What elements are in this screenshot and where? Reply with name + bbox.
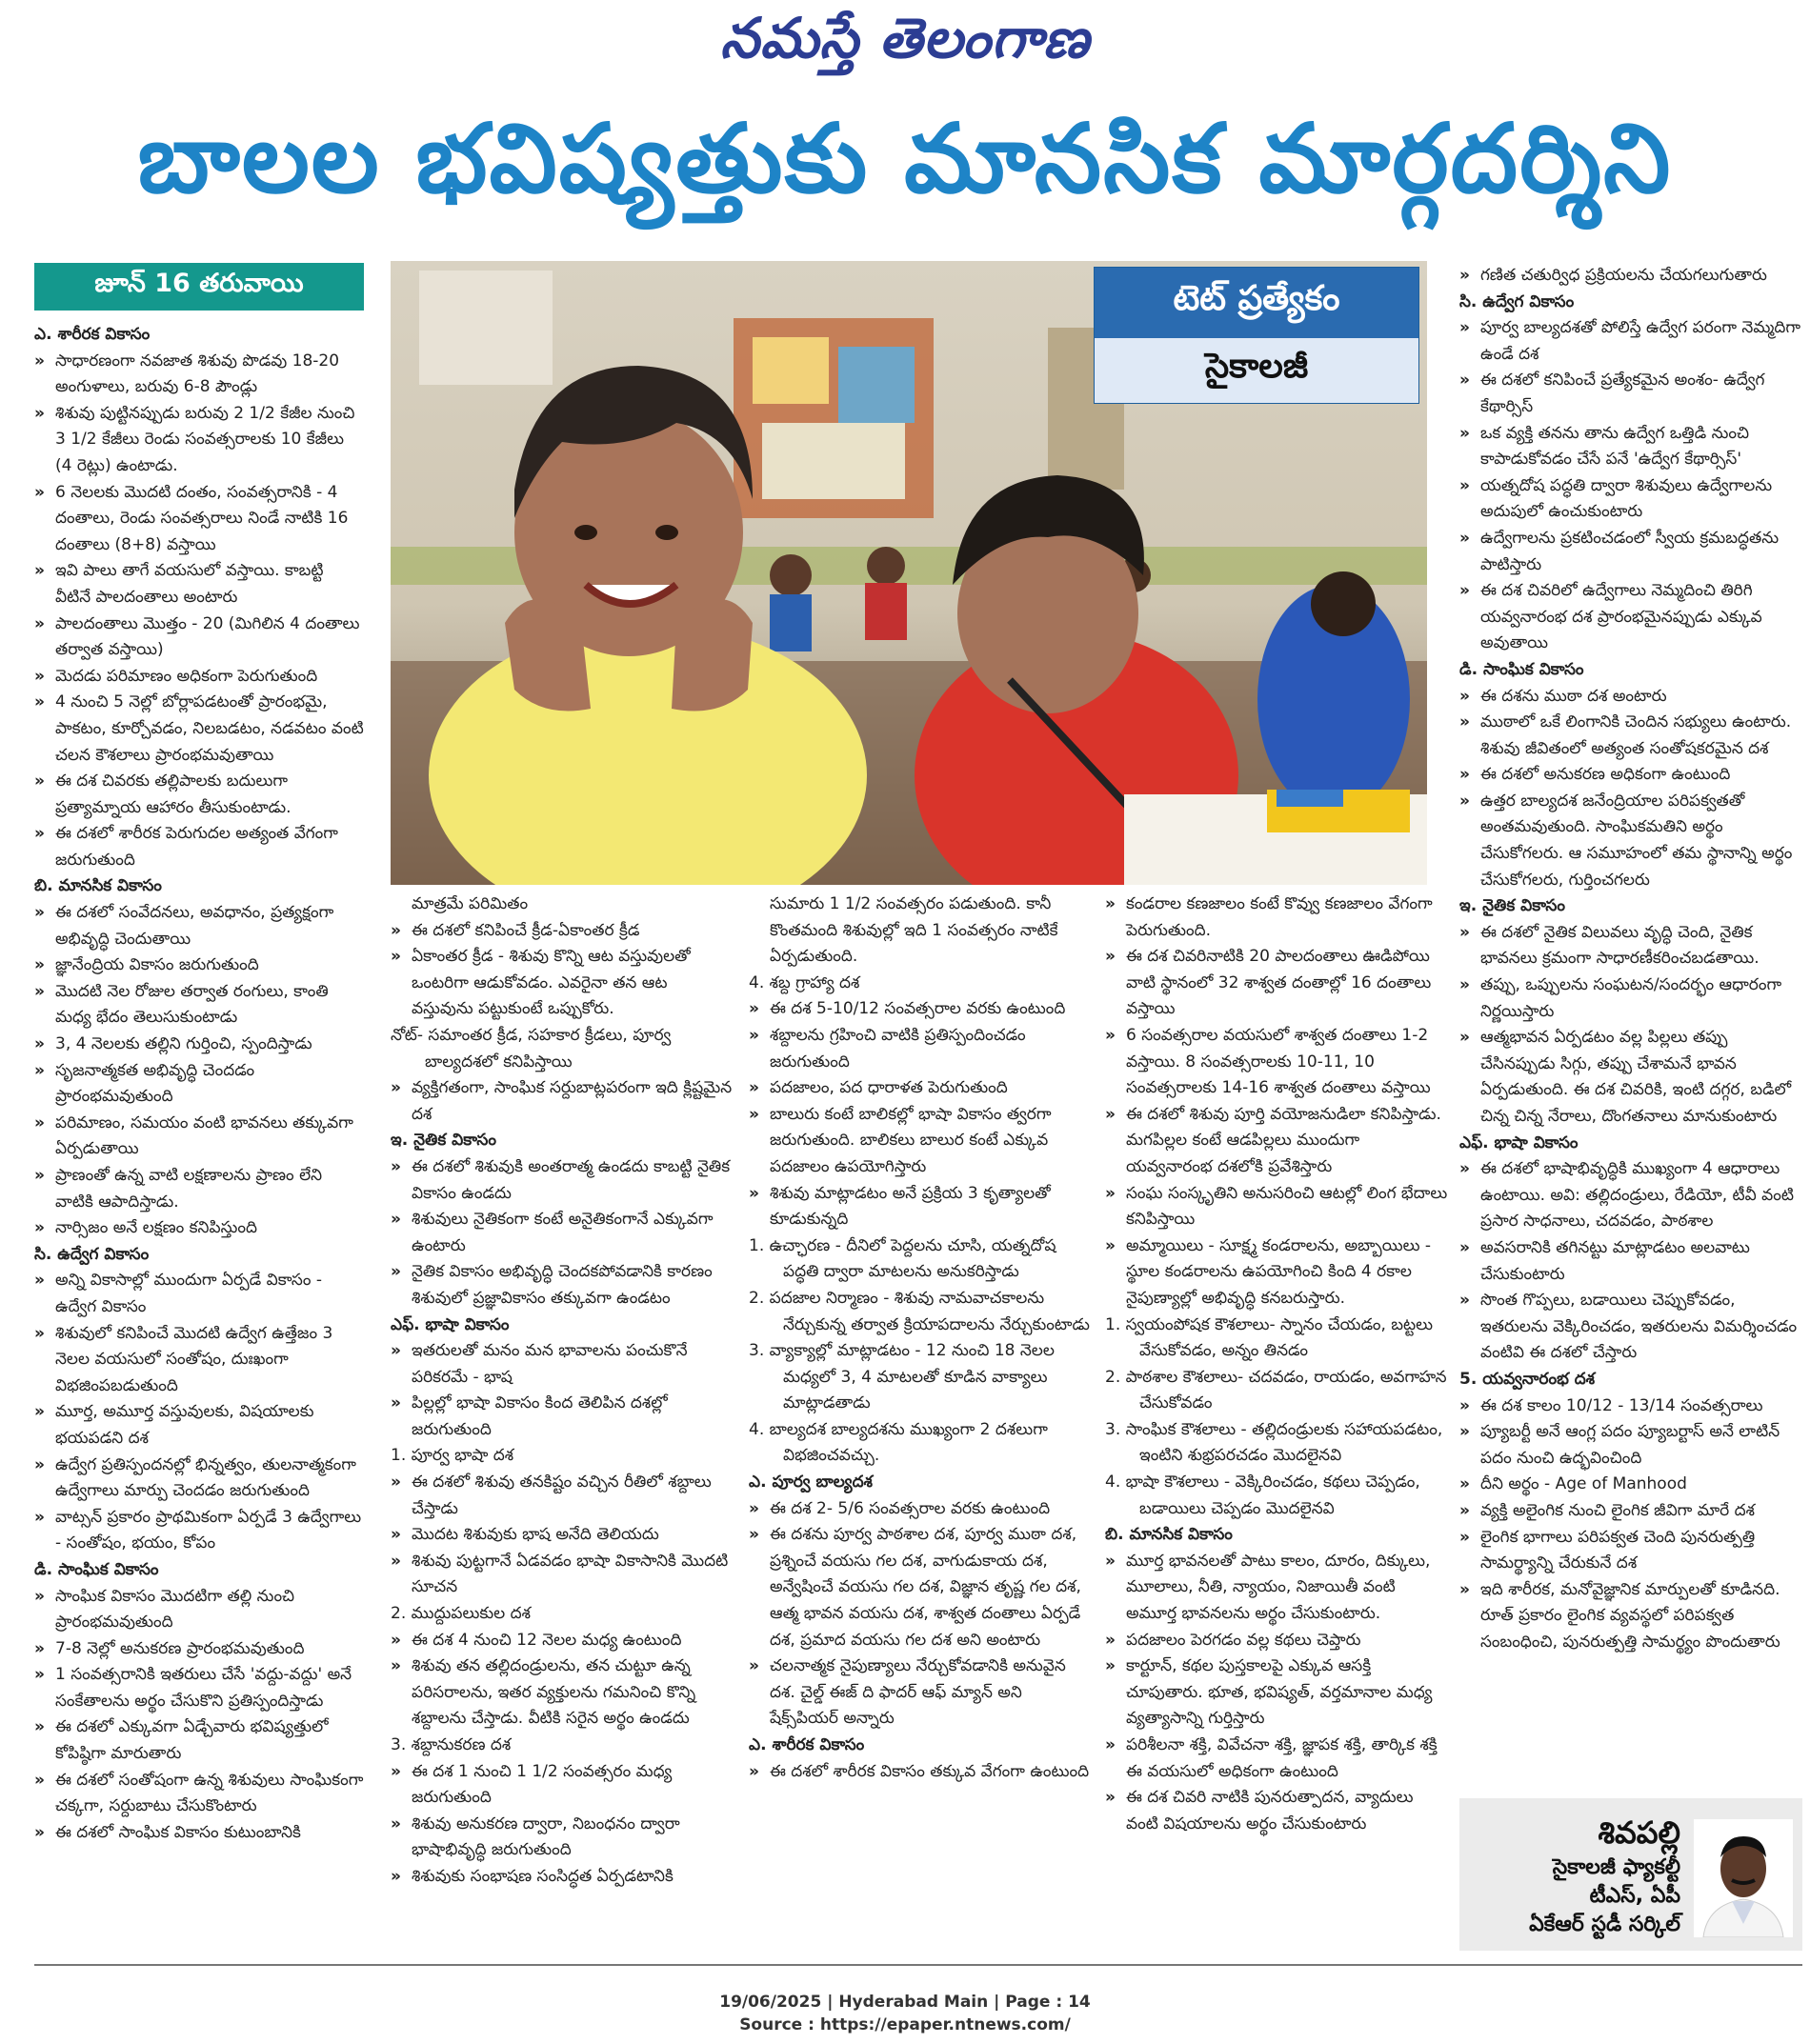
paragraph: » ఈ దశను ముఠా దశ అంటారు bbox=[1459, 684, 1802, 711]
paragraph: » పిల్లల్లో భాషా వికాసం కింద తెలిపిన దశల్లో జరుగుతుంది bbox=[391, 1391, 734, 1443]
author-institute: ఏకేఆర్ స్టడీ సర్కిల్ bbox=[1529, 1913, 1680, 1936]
paragraph: » ఈ దశలో శారీరక వికాసం తక్కువ వేగంగా ఉంటుంది bbox=[749, 1759, 1092, 1786]
paragraph: » పరిమాణం, సమయం వంటి భావనలు తక్కువగా ఏర్పడుతాయి bbox=[34, 1111, 364, 1163]
paragraph: » సృజనాత్మకత అభివృద్ధి చెందడం ప్రారంభమవుతుంది bbox=[34, 1058, 364, 1111]
paragraph: » 6 సంవత్సరాల వయసులో శాశ్వత దంతాలు 1-2 వస్తాయి. 8 సంవత్సరాలకు 10-11, 10 సంవత్సరాలకు 14-16 శాశ్వత దంతాలు వస్తాయి bbox=[1105, 1023, 1448, 1102]
paragraph: » వాట్సన్ ప్రకారం ప్రాథమికంగా ఏర్పడే 3 ఉద్వేగాలు - సంతోషం, భయం, కోపం bbox=[34, 1505, 364, 1557]
paragraph: » ఈ దశ 4 నుంచి 12 నెలల మధ్య ఉంటుంది bbox=[391, 1628, 734, 1654]
paragraph: » ఈ దశలో భాషాభివృద్ధికి ముఖ్యంగా 4 ఆధారాలు ఉంటాయి. అవి: తల్లిదండ్రులు, రేడియో, టీవీ వంటి ప్రసార సాధనాలు, చదవడం, పాఠశాల bbox=[1459, 1156, 1802, 1235]
paragraph: » ఈ దశలో సంవేదనలు, అవధానం, ప్రత్యక్షంగా అభివృద్ధి చెందుతాయి bbox=[34, 900, 364, 952]
paragraph: » సంఘ సంస్కృతిని అనుసరించి ఆటల్లో లింగ భేదాలు కనిపిస్తాయి bbox=[1105, 1181, 1448, 1233]
author-name: శివపల్లి bbox=[1598, 1814, 1680, 1851]
paragraph: » పదజాలం, పద ధారాళత పెరుగుతుంది bbox=[749, 1075, 1092, 1102]
paragraph: » ఈ దశలో ఎక్కువగా ఏడ్చేవారు భవిష్యత్తులో కోపిష్ఠిగా మారుతారు bbox=[34, 1714, 364, 1767]
paragraph: » నైతిక వికాసం అభివృద్ధి చెందకపోవడానికి కారణం శిశువులో ప్రజ్ఞావికాసం తక్కువగా ఉండటం bbox=[391, 1259, 734, 1312]
paragraph: » గణిత చతుర్విధ ప్రక్రియలను చేయగలుగుతారు bbox=[1459, 263, 1802, 290]
paragraph: » 1 సంవత్సరానికి ఇతరులు చేసే 'వద్దు-వద్దు' అనే సంకేతాలను అర్థం చేసుకొని ప్రతిస్పందిస్తాడు bbox=[34, 1662, 364, 1714]
paragraph: » మూర్త, అమూర్త వస్తువులకు, విషయాలకు భయపడని దశ bbox=[34, 1399, 364, 1452]
section-heading: ఇ. నైతిక వికాసం bbox=[391, 1131, 496, 1151]
paragraph: 2. పాఠశాల కౌశలాలు- చదవడం, రాయడం, అవగాహన చేసుకోవడం bbox=[1105, 1367, 1447, 1413]
paragraph: » శిశువులో కనిపించే మొదటి ఉద్వేగ ఉత్తేజం 3 నెలల వయసులో సంతోషం, దుఃఖంగా విభజింపబడుతుంది bbox=[34, 1321, 364, 1400]
paragraph: » ఈ దశలో శిశువు పూర్తి వయోజనుడిలా కనిపిస్తాడు. మగపిల్లల కంటే ఆడపిల్లలు ముందుగా యవ్వనారంభ దశలోకి ప్రవేశిస్తారు bbox=[1105, 1102, 1448, 1181]
column-5 bbox=[1459, 263, 1802, 1655]
section-heading: ఇ. నైతిక వికాసం bbox=[1459, 896, 1565, 916]
paragraph: » సొంత గొప్పలు, బడాయిలు చెప్పుకోవడం, ఇతరులను వెక్కిరించడం, ఇతరులను విమర్శించడం వంటివి ఈ దశలో చేస్తారు bbox=[1459, 1288, 1802, 1367]
paragraph: » ఈ దశ చివరినాటికి 20 పాలదంతాలు ఊడిపోయి వాటి స్థానంలో 32 శాశ్వత దంతాల్లో 16 దంతాలు వస్తాయి bbox=[1105, 944, 1448, 1023]
paragraph: » ఈ దశలో శిశువు తనకిష్టం వచ్చిన రీతిలో శబ్దాలు చేస్తాడు bbox=[391, 1470, 734, 1522]
section-heading: డి. సాంఘిక వికాసం bbox=[1459, 659, 1584, 679]
paragraph: » యత్నదోష పద్ధతి ద్వారా శిశువులు ఉద్వేగాలను అదుపులో ఉంచుకుంటారు bbox=[1459, 473, 1802, 526]
paragraph: 1. ఉచ్ఛారణ - దీనిలో పెద్దలను చూసి, యత్నదోష పద్ధతి ద్వారా మాటలను అనుకరిస్తాడు bbox=[749, 1235, 1056, 1282]
author-box bbox=[1459, 1798, 1802, 1951]
paragraph: » బాలురు కంటే బాలికల్లో భాషా వికాసం త్వరగా జరుగుతుంది. బాలికలు బాలుర కంటే ఎక్కువ పదజాలం ఉపయోగిస్తారు bbox=[749, 1102, 1092, 1181]
subject-label: సైకాలజీ bbox=[1095, 338, 1418, 403]
paragraph: » ఈ దశ చివరిలో ఉద్వేగాలు నెమ్మదించి తిరిగి యవ్వనారంభ దశ ప్రారంభమైనప్పుడు ఎక్కువ అవుతాయి bbox=[1459, 578, 1802, 657]
column-2 bbox=[391, 892, 734, 1891]
paragraph: » జ్ఞానేంద్రియ వికాసం జరుగుతుంది bbox=[34, 952, 364, 979]
paragraph: » ఈ దశను పూర్వ పాఠశాల దశ, పూర్వ ముఠా దశ, ప్రశ్నించే వయసు గల దశ, వాగుడుకాయ దశ, అన్వేషించే వయసు గల దశ, విజ్ఞాన తృష్ణ గల దశ, ఆత్మ భావన వయసు దశ, శాశ్వత దంతాలు ఏర్పడే దశ, ప్రమాద వయసు గల దశ అని అంటారు bbox=[749, 1522, 1092, 1653]
paragraph: 2. ముద్దుపలుకుల దశ bbox=[391, 1604, 531, 1624]
paragraph: » పరిశీలనా శక్తి, వివేచనా శక్తి, జ్ఞాపక శక్తి, తార్కిక శక్తి ఈ వయసులో అధికంగా ఉంటుంది bbox=[1105, 1733, 1448, 1785]
source-url: Source : https://epaper.ntnews.com/ bbox=[739, 2015, 1071, 2034]
paragraph: » సాంఘిక వికాసం మొదటిగా తల్లి నుంచి ప్రారంభమవుతుంది bbox=[34, 1584, 364, 1636]
author-portrait-image bbox=[1694, 1819, 1793, 1937]
column-1 bbox=[34, 322, 364, 1846]
author-location: టీఎస్, ఏపీ bbox=[1589, 1884, 1680, 1908]
paragraph: » 7-8 నెల్లో అనుకరణ ప్రారంభమవుతుంది bbox=[34, 1636, 364, 1663]
paragraph: » 3, 4 నెలలకు తల్లిని గుర్తించి, స్పందిస్తాడు bbox=[34, 1032, 364, 1058]
article-headline: బాలల భవిష్యత్తుకు మానసిక మార్గదర్శిని bbox=[137, 103, 1673, 214]
tet-special-label: టెట్ ప్రత్యేకం bbox=[1095, 268, 1418, 338]
paragraph: సుమారు 1 1/2 సంవత్సరం పడుతుంది. కానీ కొంతమంది శిశువుల్లో ఇది 1 సంవత్సరం నాటికే ఏర్పడుతుంది. bbox=[770, 894, 1058, 967]
paragraph: » కార్టూన్, కథల పుస్తకాలపై ఎక్కువ ఆసక్తి చూపుతారు. భూత, భవిష్యత్, వర్తమానాల మధ్య వ్యత్యాసాన్ని గుర్తిస్తారు bbox=[1105, 1653, 1448, 1733]
page-footer bbox=[0, 1991, 1810, 2036]
section-heading: ఎ. పూర్వ బాల్యదశ bbox=[749, 1473, 873, 1493]
bottom-rule bbox=[34, 1964, 1802, 1966]
paragraph: 3. సాంఘిక కౌశలాలు - తల్లిదండ్రులకు సహాయపడటం, ఇంటిని శుభ్రపరచడం మొదలైనవి bbox=[1105, 1419, 1443, 1466]
paragraph: » శిశువు పుట్టగానే ఏడవడం భాషా వికాసానికి మొదటి సూచన bbox=[391, 1549, 734, 1601]
section-heading: ఎ. శారీరక వికాసం bbox=[34, 325, 151, 344]
author-role: సైకాలజీ ఫ్యాకల్టీ bbox=[1552, 1855, 1680, 1879]
paragraph: » ఆత్మభావన ఏర్పడటం వల్ల పిల్లలు తప్పు చేసినప్పుడు సిగ్గు, తప్పు చేశామనే భావన ఏర్పడుతుంది. ఈ దశ చివరికి, ఇంటి దగ్గర, బడిలో చిన్న చిన్న నేరాలు, దొంగతనాలు మానుకుంటారు bbox=[1459, 1025, 1802, 1130]
paragraph: 2. పదజాల నిర్మాణం - శిశువు నామవాచకాలను నేర్చుకున్న తర్వాత క్రియాపదాలను నేర్చుకుంటాడు bbox=[749, 1288, 1090, 1334]
paragraph: » వ్యక్తిగతంగా, సాంఘిక సర్దుబాట్లపరంగా ఇది క్లిష్టమైన దశ bbox=[391, 1075, 734, 1128]
paragraph: » దీని అర్థం - Age of Manhood bbox=[1459, 1472, 1802, 1498]
paragraph: » సాధారణంగా నవజాత శిశువు పొడవు 18-20 అంగుళాలు, బరువు 6-8 పౌండ్లు bbox=[34, 349, 364, 401]
paragraph: » ఈ దశలో అనుకరణ అధికంగా ఉంటుంది bbox=[1459, 762, 1802, 789]
author-credits bbox=[1471, 1812, 1680, 1939]
paragraph: » ఉత్తర బాల్యదశ జనేంద్రియాల పరిపక్వతతో అంతమవుతుంది. సాంఘికమతిని అర్థం చేసుకోగలరు. ఆ సమూహంలో తమ స్థానాన్ని అర్థం చేసుకోగలరు, గుర్తించగలరు bbox=[1459, 789, 1802, 893]
paragraph: » శిశువు పుట్టినప్పుడు బరువు 2 1/2 కేజీల నుంచి 3 1/2 కేజీలు రెండు సంవత్సరాలకు 10 కేజీలు (4 రెట్లు) ఉంటాడు. bbox=[34, 401, 364, 480]
paragraph: 3. వ్యాక్యాల్లో మాట్లాడటం - 12 నుంచి 18 నెలల మధ్యలో 3, 4 మాటలతో కూడిన వాక్యాలు మాట్లాడతాడు bbox=[749, 1341, 1055, 1413]
paragraph: » ముఠాలో ఒకే లింగానికి చెందిన సభ్యులు ఉంటారు. శిశువు జీవితంలో అత్యంత సంతోషకరమైన దశ bbox=[1459, 710, 1802, 762]
section-heading: సి. ఉద్వేగ వికాసం bbox=[1459, 291, 1575, 311]
paragraph: » ఈ దశలో శిశువుకి అంతరాత్మ ఉండదు కాబట్టి నైతిక వికాసం ఉండదు bbox=[391, 1154, 734, 1207]
paragraph: » ఈ దశ 5-10/12 సంవత్సరాల వరకు ఉంటుంది bbox=[749, 996, 1092, 1023]
paragraph: » 6 నెలలకు మొదటి దంతం, సంవత్సరానికి - 4 దంతాలు, రెండు సంవత్సరాలు నిండే నాటికి 16 దంతాలు (8+8) వస్తాయి bbox=[34, 480, 364, 559]
section-heading: సి. ఉద్వేగ వికాసం bbox=[34, 1244, 150, 1264]
paragraph: » ఒక వ్యక్తి తనను తాను ఉద్వేగ ఒత్తిడి నుంచి కాపాడుకోవడం చేసే పనే 'ఉద్వేగ కేథార్సిస్' bbox=[1459, 421, 1802, 473]
special-section-box bbox=[1094, 267, 1419, 404]
paragraph: » ఈ దశలో కనిపించే క్రీడ-ఏకాంతర క్రీడ bbox=[391, 918, 734, 945]
section-heading: ఎఫ్. భాషా వికాసం bbox=[1459, 1132, 1579, 1152]
continuation-tag: జూన్ 16 తరువాయి bbox=[34, 263, 364, 311]
author-photo bbox=[1694, 1819, 1793, 1937]
paragraph: 4. బాల్యదశ బాల్యదశను ముఖ్యంగా 2 దశలుగా విభజించవచ్చు. bbox=[749, 1419, 1048, 1466]
paragraph: » ఈ దశ 1 నుంచి 1 1/2 సంవత్సరం మధ్య జరుగుతుంది bbox=[391, 1759, 734, 1812]
paragraph: » అన్ని వికాసాల్లో ముందుగా ఏర్పడే వికాసం - ఉద్వేగ వికాసం bbox=[34, 1268, 364, 1320]
paragraph: » ఈ దశలో శారీరక పెరుగుదల అత్యంత వేగంగా జరుగుతుంది bbox=[34, 821, 364, 873]
paragraph: » ఇది శారీరక, మనోవైజ్ఞానిక మార్పులతో కూడినది. రూత్ ప్రకారం లైంగిక వ్యవస్థలో పరిపక్వత సంబంధించి, పునరుత్పత్తి సామర్థ్యం పొందుతారు bbox=[1459, 1577, 1802, 1656]
paragraph: » పూర్వ బాల్యదశతో పోలిస్తే ఉద్వేగ పరంగా నెమ్మదిగా ఉండే దశ bbox=[1459, 315, 1802, 368]
date-edition-page: 19/06/2025 | Hyderabad Main | Page : 14 bbox=[719, 1993, 1091, 2012]
paragraph: » ఈ దశలో సాంఘిక వికాసం కుటుంబానికి bbox=[34, 1820, 364, 1847]
paragraph: » శిశువుకు సంభాషణ సంసిద్ధత ఏర్పడటానికి bbox=[391, 1864, 734, 1891]
section-heading: ఎ. శారీరక వికాసం bbox=[749, 1735, 865, 1754]
paragraph: » ప్యూబర్టీ అనే ఆంగ్ల పదం ప్యూబర్టాస్ అనే లాటిన్ పదం నుంచి ఉద్భవించింది bbox=[1459, 1419, 1802, 1472]
paragraph: » ఈ దశలో కనిపించే ప్రత్యేకమైన అంశం- ఉద్వేగ కేథార్సిస్ bbox=[1459, 368, 1802, 420]
paragraph: » ప్రాణంతో ఉన్న వాటి లక్షణాలను ప్రాణం లేని వాటికి ఆపాదిస్తాడు. bbox=[34, 1163, 364, 1215]
paragraph: » ఈ దశలో నైతిక విలువలు వృద్ధి చెంది, నైతిక భావనలు క్రమంగా సాధారణీకరించబడతాయి. bbox=[1459, 920, 1802, 972]
paragraph: » శిశువు తన తల్లిదండ్రులను, తన చుట్టూ ఉన్న పరిసరాలను, ఇతర వ్యక్తులను గమనించి కొన్ని శబ్దాలను చేస్తాడు. వీటికి సరైన అర్థం ఉండదు bbox=[391, 1653, 734, 1733]
newspaper-masthead: నమస్తే తెలంగాణ bbox=[720, 6, 1090, 70]
paragraph: » ఇతరులతో మనం మన భావాలను పంచుకొనే పరికరమే - భాష bbox=[391, 1338, 734, 1391]
paragraph: » మూర్త భావనలతో పాటు కాలం, దూరం, దిక్కులు, మూలాలు, నీతి, న్యాయం, నిజాయితీ వంటి అమూర్త భావనలను అర్థం చేసుకుంటారు. bbox=[1105, 1549, 1448, 1628]
section-heading: బి. మానసిక వికాసం bbox=[1105, 1525, 1233, 1545]
section-heading: 5. యవ్వనారంభ దశ bbox=[1459, 1369, 1596, 1389]
paragraph: 3. శబ్దానుకరణ దశ bbox=[391, 1735, 512, 1754]
paragraph: 1. పూర్వ భాషా దశ bbox=[391, 1446, 514, 1466]
paragraph: » ఏకాంతర క్రీడ - శిశువు కొన్ని ఆట వస్తువులతో ఒంటరిగా ఆడుకోవడం. ఎవరైనా తన ఆట వస్తువును పట్టుకుంటే ఒప్పుకోరు. bbox=[391, 944, 734, 1023]
paragraph: 1. స్వయంపోషక కౌశలాలు- స్నానం చేయడం, బట్టలు వేసుకోవడం, అన్నం తినడం bbox=[1105, 1314, 1434, 1361]
paragraph: » ఈ దశ చివరకు తల్లిపాలకు బదులుగా ప్రత్యామ్నాయ ఆహారం తీసుకుంటాడు. bbox=[34, 769, 364, 821]
paragraph: » ఈ దశ చివరి నాటికి పునరుత్పాదన, వ్యాదులు వంటి విషయాలను అర్థం చేసుకుంటారు bbox=[1105, 1785, 1448, 1837]
paragraph: నోట్- సమాంతర క్రీడ, సహకార క్రీడలు, పూర్వ బాల్యదశలో కనిపిస్తాయి bbox=[391, 1025, 672, 1072]
paragraph: » ఈ దశ 2- 5/6 సంవత్సరాల వరకు ఉంటుంది bbox=[749, 1496, 1092, 1523]
column-4 bbox=[1105, 892, 1448, 1837]
paragraph: » మొదట శిశువుకు భాష అనేది తెలియదు bbox=[391, 1522, 734, 1549]
paragraph: » శిశువు అనుకరణ ద్వారా, నిబంధనం ద్వారా భాషాభివృద్ధి జరుగుతుంది bbox=[391, 1812, 734, 1864]
paragraph: » పాలదంతాలు మొత్తం - 20 (మిగిలిన 4 దంతాలు తర్వాత వస్తాయి) bbox=[34, 611, 364, 664]
paragraph: » పదజాలం పెరగడం వల్ల కథలు చెప్తారు bbox=[1105, 1628, 1448, 1654]
paragraph: » మెదడు పరిమాణం అధికంగా పెరుగుతుంది bbox=[34, 664, 364, 691]
section-heading: డి. సాంఘిక వికాసం bbox=[34, 1559, 159, 1579]
paragraph: » ఈ దశ కాలం 10/12 - 13/14 సంవత్సరాలు bbox=[1459, 1393, 1802, 1420]
paragraph: » 4 నుంచి 5 నెల్లో బోర్లాపడటంతో ప్రారంభమై, పాకటం, కూర్చోవడం, నిలబడటం, నడవటం వంటి చలన కౌశలాలు ప్రారంభమవుతాయి bbox=[34, 690, 364, 769]
paragraph: » కండరాల కణజాలం కంటే కొవ్వు కణజాలం వేగంగా పెరుగుతుంది. bbox=[1105, 892, 1448, 944]
paragraph: » నార్సిజం అనే లక్షణం కనిపిస్తుంది bbox=[34, 1215, 364, 1242]
paragraph: మాత్రమే పరిమితం bbox=[412, 894, 529, 913]
paragraph: » ఉద్వేగాలను ప్రకటించడంలో స్వీయ క్రమబద్ధతను పాటిస్తారు bbox=[1459, 526, 1802, 578]
paragraph: » మొదటి నెల రోజుల తర్వాత రంగులు, కాంతి మధ్య భేదం తెలుసుకుంటాడు bbox=[34, 979, 364, 1032]
paragraph: » శిశువు మాట్లాడటం అనే ప్రక్రియ 3 కృత్యాలతో కూడుకున్నది bbox=[749, 1181, 1092, 1233]
paragraph: » శిశువులు నైతికంగా కంటే అనైతికంగానే ఎక్కువగా ఉంటారు bbox=[391, 1207, 734, 1259]
paragraph: » వ్యక్తి అలైంగిక నుంచి లైంగిక జీవిగా మారే దశ bbox=[1459, 1498, 1802, 1525]
paragraph: 4. శబ్ద గ్రాహ్యా దశ bbox=[749, 972, 860, 992]
paragraph: » అమ్మాయిలు - సూక్ష్మ కండరాలను, అబ్బాయిలు - స్థూల కండరాలను ఉపయోగించి కింది 4 రకాల నైపుణ్యాల్లో అభివృద్ధి కనబరుస్తారు. bbox=[1105, 1233, 1448, 1313]
paragraph: 4. భాషా కౌశలాలు - వెక్కిరించడం, కథలు చెప్పడం, బడాయిలు చెప్పడం మొదలైనవి bbox=[1105, 1473, 1420, 1518]
paragraph: » శబ్దాలను గ్రహించి వాటికి ప్రతిస్పందించడం జరుగుతుంది bbox=[749, 1023, 1092, 1075]
paragraph: » లైంగిక భాగాలు పరిపక్వత చెంది పునరుత్పత్తి సామర్థ్యాన్ని చేరుకునే దశ bbox=[1459, 1525, 1802, 1577]
paragraph: » అవసరానికి తగినట్టు మాట్లాడటం అలవాటు చేసుకుంటారు bbox=[1459, 1235, 1802, 1288]
paragraph: » ఉద్వేగ ప్రతిస్పందనల్లో భిన్నత్వం, తులనాత్మకంగా ఉద్వేగాలు మార్పు చెందడం జరుగుతుంది bbox=[34, 1453, 364, 1505]
section-heading: బి. మానసిక వికాసం bbox=[34, 876, 162, 896]
paragraph: » ఇవి పాలు తాగే వయసులో వస్తాయి. కాబట్టి వీటినే పాలదంతాలు అంటారు bbox=[34, 558, 364, 611]
paragraph: » తప్పు, ఒప్పులను సంఘటన/సందర్భం ఆధారంగా నిర్ణయిస్తారు bbox=[1459, 972, 1802, 1025]
column-3 bbox=[749, 892, 1092, 1785]
paragraph: » ఈ దశలో సంతోషంగా ఉన్న శిశువులు సాంఘికంగా చక్కగా, సర్దుబాటు చేసుకొంటారు bbox=[34, 1768, 364, 1820]
section-heading: ఎఫ్. భాషా వికాసం bbox=[391, 1314, 510, 1334]
paragraph: » చలనాత్మక నైపుణ్యాలు నేర్చుకోవడానికి అనువైన దశ. చైల్డ్ ఈజ్ ది ఫాదర్ ఆఫ్ మ్యాన్ అని షేక్స్‌పియర్ అన్నారు bbox=[749, 1653, 1092, 1733]
